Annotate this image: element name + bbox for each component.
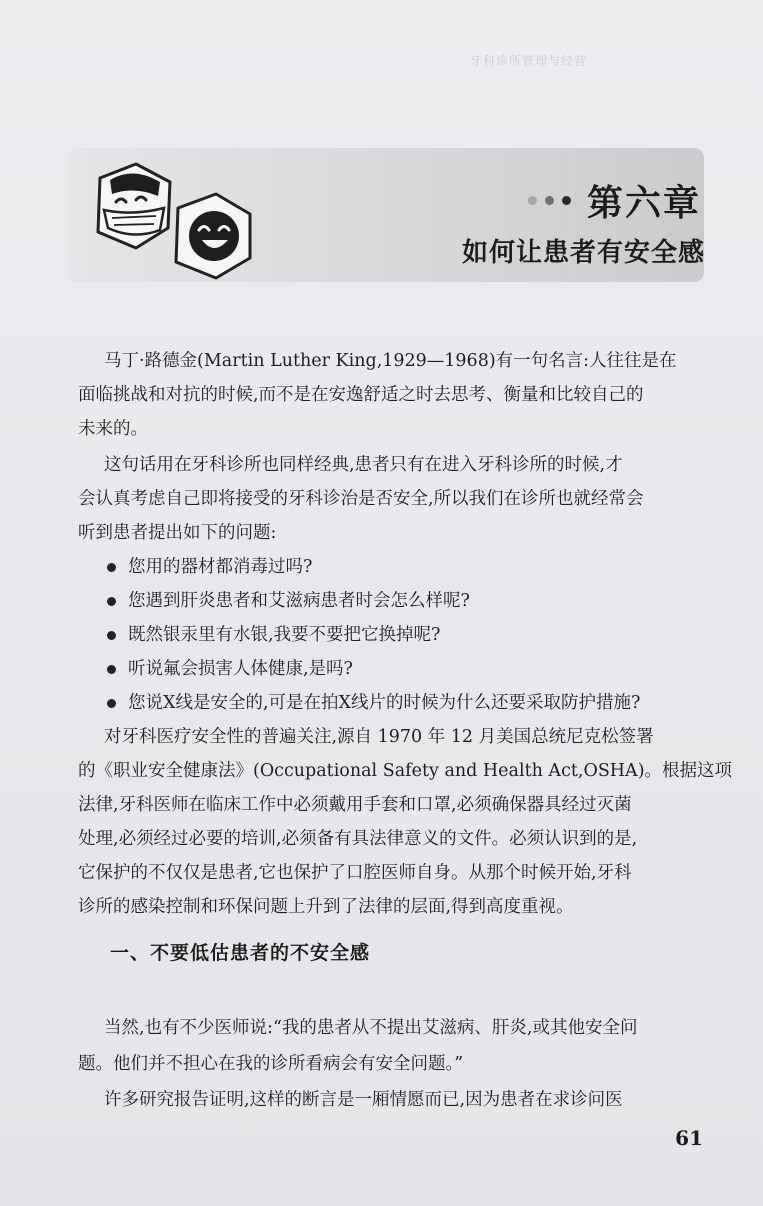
text-line: 它保护的不仅仅是患者,它也保护了口腔医师自身。从那个时候开始,牙科 — [78, 863, 632, 883]
chapter-dot — [528, 196, 537, 205]
text-line: 马丁·路德金(Martin Luther King,1929—1968)有一句名言:人往往是在 — [104, 351, 677, 371]
text-line: 这句话用在牙科诊所也同样经典,患者只有在进入牙科诊所的时候,才 — [104, 455, 623, 475]
paragraph — [78, 1010, 716, 1082]
text-line: 会认真考虑自己即将接受的牙科诊治是否安全,所以我们在诊所也就经常会 — [78, 489, 644, 509]
section-body-text — [78, 1010, 716, 1118]
list-item: 听说氟会损害人体健康,是吗? — [104, 652, 716, 686]
paragraph — [104, 1082, 716, 1118]
text-line: 当然,也有不少医师说:“我的患者从不提出艾滋病、肝炎,或其他安全问 — [104, 1018, 638, 1038]
page-number: 61 — [675, 1126, 703, 1150]
question-list — [104, 550, 716, 720]
chapter-heading — [528, 175, 701, 226]
list-item: 既然银汞里有水银,我要不要把它换掉呢? — [104, 618, 716, 652]
body-text — [78, 344, 733, 924]
paragraph — [78, 344, 716, 446]
chapter-dot — [545, 196, 554, 205]
text-line: 听到患者提出如下的问题: — [78, 523, 277, 543]
text-line: 对牙科医疗安全性的普遍关注,源自 1970 年 12 月美国总统尼克松签署 — [104, 727, 654, 747]
masked-face-icon — [98, 164, 170, 248]
list-item: 您用的器材都消毒过吗? — [104, 550, 716, 584]
list-item: 您遇到肝炎患者和艾滋病患者时会怎么样呢? — [104, 584, 716, 618]
text-line: 面临挑战和对抗的时候,而不是在安逸舒适之时去思考、衡量和比较自己的 — [78, 385, 644, 405]
chapter-dot — [562, 196, 571, 205]
text-line: 法律,牙科医师在临床工作中必须戴用手套和口罩,必须确保器具经过灭菌 — [78, 795, 632, 815]
text-line: 未来的。 — [78, 419, 148, 439]
section-heading: 一、不要低估患者的不安全感 — [110, 942, 371, 964]
chapter-subtitle: 如何让患者有安全感 — [461, 238, 705, 268]
list-item: 您说X线是安全的,可是在拍X线片的时候为什么还要采取防护措施? — [104, 686, 716, 720]
text-line: 处理,必须经过必要的培训,必须备有具法律意义的文件。必须认识到的是, — [78, 829, 638, 849]
text-line: 的《职业安全健康法》(Occupational Safety and Health Act,OSHA)。根据这项 — [78, 761, 733, 781]
paragraph — [78, 720, 733, 924]
chapter-icons — [78, 150, 258, 290]
paragraph — [78, 448, 716, 550]
chapter-dots — [528, 196, 571, 205]
laughing-face-icon — [176, 194, 250, 278]
text-line: 诊所的感染控制和环保问题上升到了法律的层面,得到高度重视。 — [78, 897, 574, 917]
running-header: 牙科诊所管理与经营 — [470, 54, 588, 66]
text-line: 许多研究报告证明,这样的断言是一厢情愿而已,因为患者在求诊问医 — [104, 1090, 623, 1110]
mascot-faces-icon — [78, 150, 258, 290]
text-line: 题。他们并不担心在我的诊所看病会有安全问题。” — [78, 1054, 464, 1074]
chapter-title: 第六章 — [586, 183, 701, 224]
